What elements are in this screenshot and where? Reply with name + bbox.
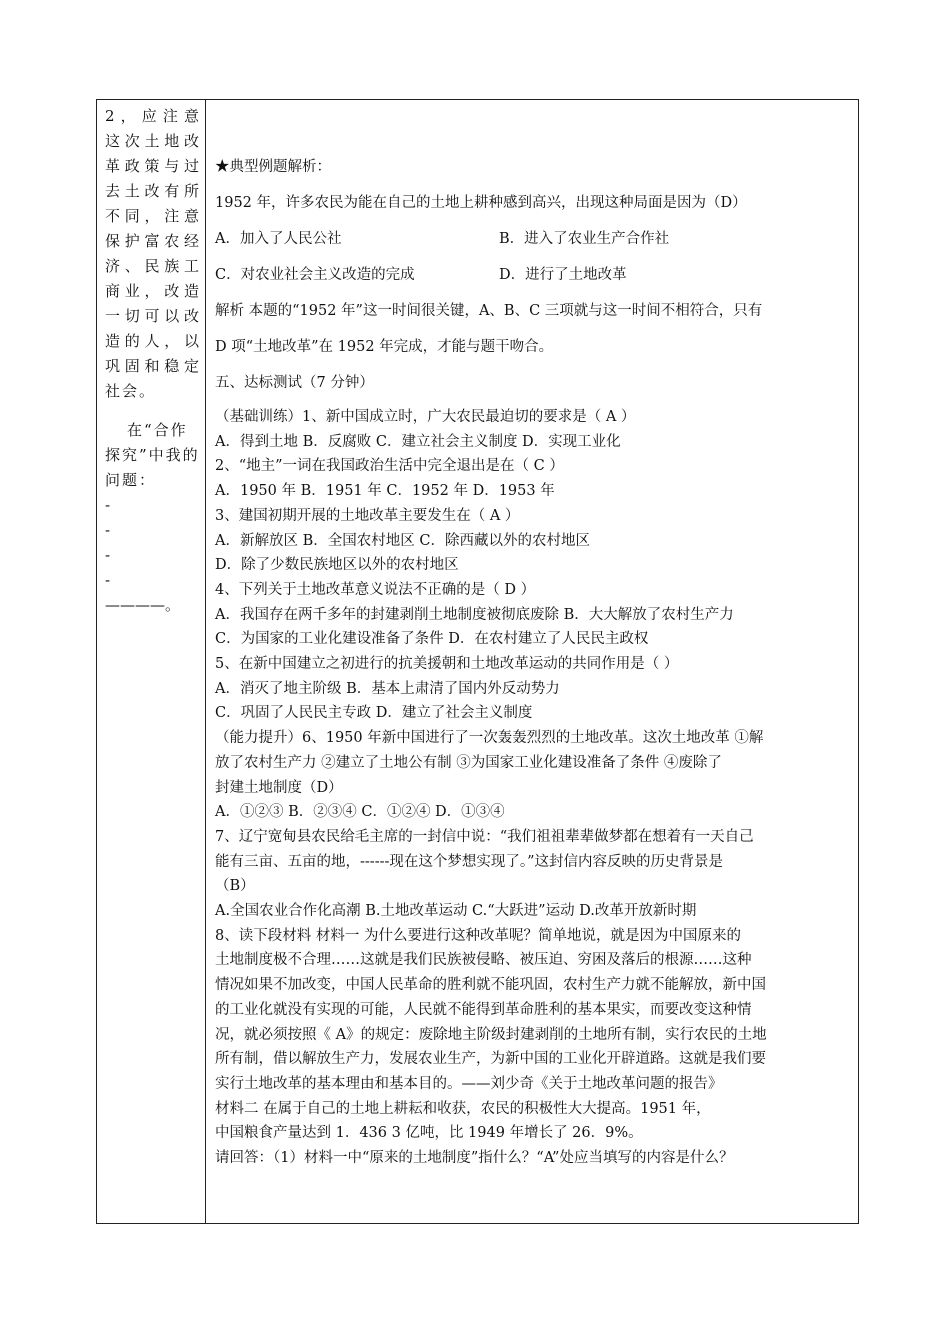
- section-title: 五、达标测试（7 分钟）: [215, 375, 374, 391]
- test-line: 4、下列关于土地改革意义说法不正确的是（ D ）: [215, 581, 536, 598]
- test-line: 能有三亩、五亩的地，------现在这个梦想实现了。”这封信内容反映的历史背景是: [215, 853, 724, 870]
- test-line: 封建土地制度（D）: [215, 779, 343, 796]
- test-line: 2、“地主”一词在我国政治生活中完全退出是在（ C ）: [215, 458, 564, 475]
- analysis-line-1: 解析 本题的“1952 年”这一时间很关键，A、B、C 三项就与这一时间不相符合，只有: [215, 303, 763, 319]
- test-line: （B）: [215, 878, 255, 895]
- analysis-line-2: D 项“土地改革”在 1952 年完成，才能与题干吻合。: [215, 339, 554, 355]
- column-divider: [205, 100, 206, 1223]
- test-line: 7、辽宁宽甸县农民给毛主席的一封信中说：“我们祖祖辈辈做梦都在想着有一天自己: [215, 828, 754, 845]
- blank-line-2: -: [105, 521, 111, 539]
- test-line: A．我国存在两千多年的封建剥削土地制度被彻底废除 B．大大解放了农村生产力: [215, 606, 734, 623]
- test-line: 中国粮食产量达到 1．436 3 亿吨，比 1949 年增长了 26．9%。: [215, 1125, 643, 1142]
- blank-line-4: -: [105, 571, 111, 589]
- test-line: A．①②③ B．②③④ C．①②④ D．①③④: [215, 804, 505, 821]
- test-line: A．得到土地 B．反腐败 C．建立社会主义制度 D．实现工业化: [215, 433, 621, 450]
- test-line: A.全国农业合作化高潮 B.土地改革运动 C.“大跃进”运动 D.改革开放新时期: [215, 903, 697, 920]
- blank-line-end: ————。: [105, 596, 181, 614]
- test-line: 3、建国初期开展的土地改革主要发生在（ A ）: [215, 507, 520, 524]
- question-prompt: 在“合作探究”中我的问题：: [105, 421, 200, 489]
- test-line: 况，就必须按照《 A》的规定：废除地主阶级封建剥削的土地所有制，实行农民的土地: [215, 1026, 767, 1043]
- test-line: 8、读下段材料 材料一 为什么要进行这种改革呢？简单地说，就是因为中国原来的: [215, 927, 741, 944]
- example-options-cd: [215, 257, 855, 293]
- option-c: C．对农业社会主义改造的完成: [215, 267, 415, 283]
- test-line: 请回答：（1）材料一中“原来的土地制度”指什么？“A”处应当填写的内容是什么？: [215, 1150, 734, 1167]
- test-line: 5、在新中国建立之初进行的抗美援朝和土地改革运动的共同作用是（ ）: [215, 656, 679, 673]
- option-a: A．加入了人民公社: [215, 231, 342, 247]
- test-line: C．为国家的工业化建设准备了条件 D．在农村建立了人民民主政权: [215, 631, 649, 648]
- test-line: （基础训练）1、新中国成立时，广大农民最迫切的要求是（ A ）: [215, 409, 636, 425]
- content-column: [215, 149, 855, 1171]
- option-b: B．进入了农业生产合作社: [499, 231, 670, 247]
- example-heading: ★典型例题解析：: [215, 159, 331, 175]
- blank-line-1: -: [105, 496, 111, 514]
- example-question: 1952 年，许多农民为能在自己的土地上耕种感到高兴，出现这种局面是因为（D）: [215, 195, 747, 211]
- test-line: A．新解放区 B．全国农村地区 C．除西藏以外的农村地区: [215, 532, 590, 549]
- notes-column: [105, 104, 201, 618]
- test-line: 实行土地改革的基本理由和基本目的。——刘少奇《关于土地改革问题的报告》: [215, 1075, 723, 1092]
- test-line: D．除了少数民族地区以外的农村地区: [215, 557, 459, 574]
- test-line: C．巩固了人民民主专政 D．建立了社会主义制度: [215, 705, 533, 722]
- test-line: 放了农村生产力 ②建立了土地公有制 ③为国家工业化建设准备了条件 ④废除了: [215, 754, 722, 771]
- test-line: （能力提升）6、1950 年新中国进行了一次轰轰烈烈的土地改革。这次土地改革 ①解: [215, 730, 764, 747]
- test-line: 所有制，借以解放生产力，发展农业生产，为新中国的工业化开辟道路。这就是我们要: [215, 1051, 766, 1068]
- example-options-ab: [215, 221, 855, 257]
- blank-line-3: -: [105, 546, 111, 564]
- test-line: A．1950 年 B．1951 年 C．1952 年 D．1953 年: [215, 483, 555, 500]
- test-line: A．消灭了地主阶级 B．基本上肃清了国内外反动势力: [215, 680, 560, 697]
- test-line: 材料二 在属于自己的土地上耕耘和收获，农民的积极性大大提高。1951 年，: [215, 1100, 711, 1117]
- lesson-table: [96, 99, 859, 1224]
- policy-note: 2，应注意这次土地改革政策与过去土改有所不同，注意保护富农经济、民族工商业，改造一切可以改造的人，以巩固和稳定社会。: [105, 107, 201, 400]
- test-line: 土地制度极不合理……这就是我们民族被侵略、被压迫、穷困及落后的根源……这种: [215, 952, 752, 969]
- option-d: D．进行了土地改革: [499, 267, 627, 283]
- test-line: 的工业化就没有实现的可能，人民就不能得到革命胜利的基本果实，而要改变这种情: [215, 1001, 752, 1018]
- test-line: 情况如果不加改变，中国人民革命的胜利就不能巩固，农村生产力就不能解放，新中国: [215, 977, 766, 994]
- test-body: [215, 405, 855, 1171]
